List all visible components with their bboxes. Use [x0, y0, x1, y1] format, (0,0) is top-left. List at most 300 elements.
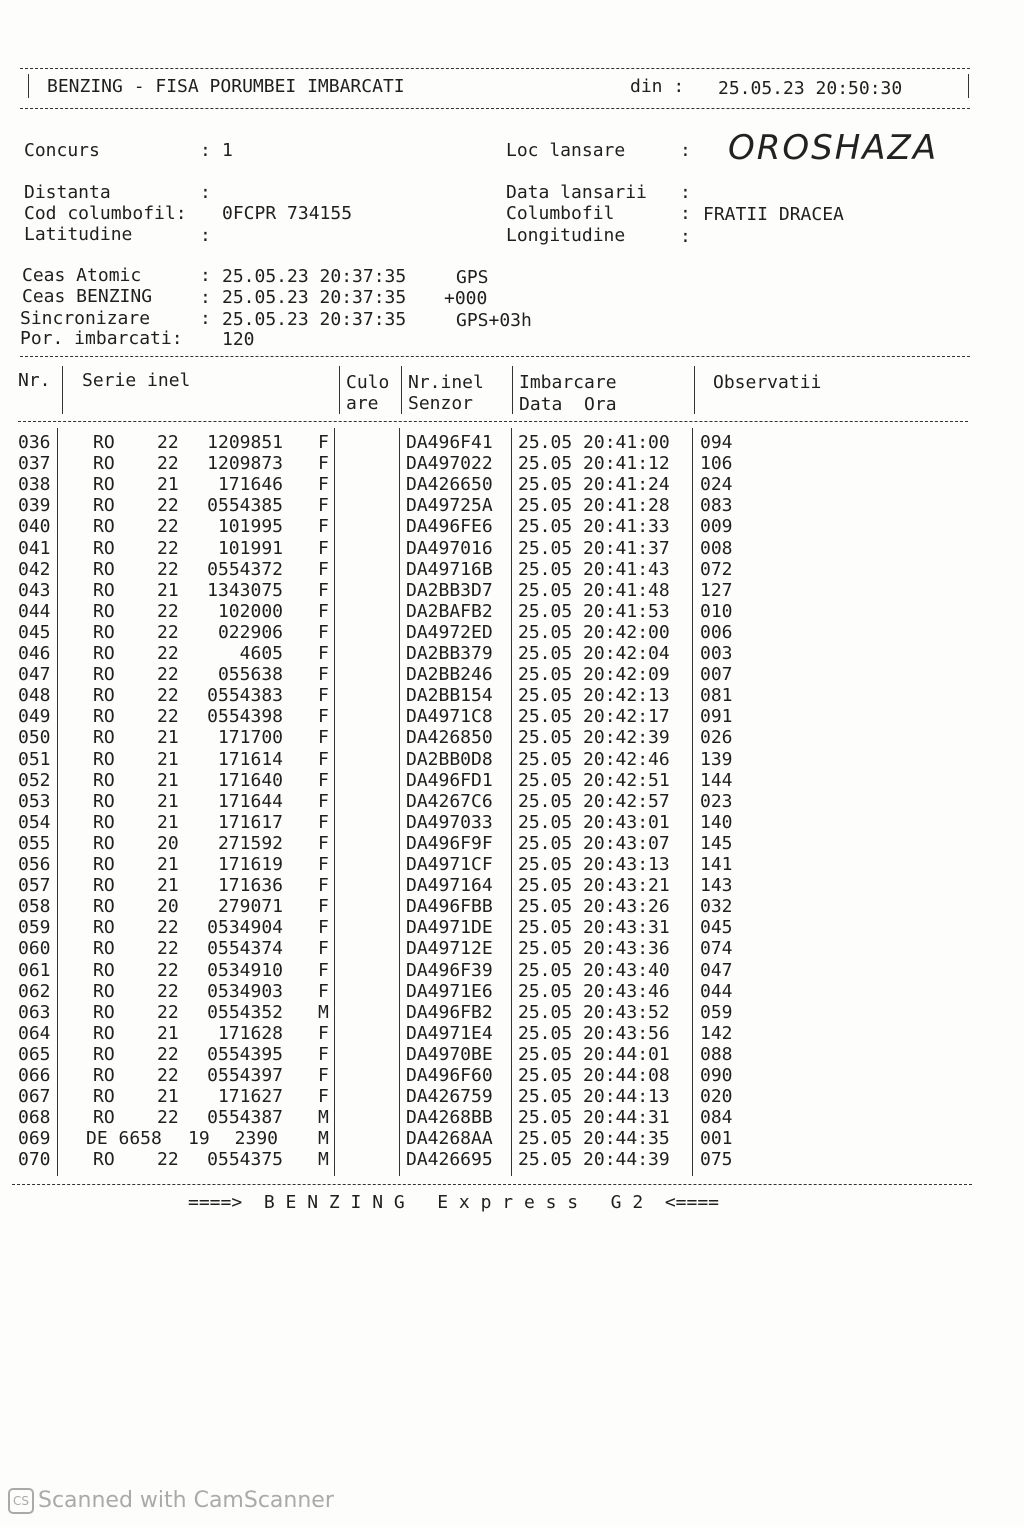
row-year: 22 [157, 706, 179, 728]
row-ring-number: 271592 [217, 832, 283, 854]
row-datetime: 25.05 20:44:01 [518, 1043, 670, 1065]
row-observatii: 010 [700, 600, 733, 622]
col-header-senzor-1: Nr.inel [408, 372, 484, 393]
row-datetime: 25.05 20:43:07 [518, 832, 670, 854]
row-sex: M [318, 1149, 329, 1171]
row-year: 21 [157, 1086, 179, 1108]
row-sensor: DA426695 [406, 1149, 493, 1171]
row-year: 22 [157, 1107, 179, 1129]
cod-columbofil-label: Cod columbofil: [24, 203, 187, 224]
row-nr: 047 [18, 664, 51, 686]
footer-banner: ====> B E N Z I N G E x p r e s s G 2 <==== [188, 1192, 720, 1213]
row-sensor: DA49716B [406, 558, 493, 580]
row-datetime: 25.05 20:42:04 [518, 643, 670, 664]
row-sex: F [318, 621, 329, 643]
columbofil-label: Columbofil [506, 203, 615, 224]
row-year: 22 [157, 1001, 179, 1023]
sincronizare-note: GPS+03h [456, 310, 532, 331]
row-sex: M [318, 1107, 329, 1129]
row-observatii: 032 [700, 896, 733, 918]
concurs-value: 1 [222, 140, 233, 161]
row-nr: 069 [18, 1128, 51, 1150]
row-sensor: DA4971E6 [406, 980, 493, 1002]
row-datetime: 25.05 20:43:40 [518, 959, 670, 981]
longitudine-colon: : [680, 226, 691, 247]
row-sex: F [318, 600, 329, 622]
row-ring-number: 1209873 [207, 453, 283, 475]
row-ring-number: 101995 [217, 516, 283, 538]
columbofil-value: FRATII DRACEA [703, 204, 844, 225]
row-sex: M [318, 1128, 329, 1150]
row-ring-number: 171619 [217, 854, 283, 875]
row-country: RO [93, 579, 115, 601]
latitudine-colon: : [200, 225, 211, 246]
col-separator-4 [512, 366, 513, 414]
document-title: BENZING - FISA PORUMBEI IMBARCATI [47, 76, 405, 97]
row-ring-number: 0554395 [207, 1043, 283, 1065]
row-sex: F [318, 748, 329, 770]
row-year: 22 [157, 1149, 179, 1171]
row-country: RO [93, 832, 115, 854]
row-observatii: 081 [700, 685, 733, 707]
row-sex: F [318, 769, 329, 791]
col-header-observatii: Observatii [713, 372, 822, 393]
row-ring-number: 171627 [217, 1086, 283, 1108]
row-sex: F [318, 474, 329, 496]
row-sensor: DA4971C8 [406, 706, 493, 728]
row-sex: F [318, 959, 329, 981]
row-sensor: DA497033 [406, 811, 493, 833]
row-country: RO [93, 621, 115, 643]
row-nr: 065 [18, 1043, 51, 1065]
row-ring-number: 0554397 [207, 1065, 283, 1086]
row-datetime: 25.05 20:44:13 [518, 1086, 670, 1108]
por-imbarcati-label: Por. imbarcati: [20, 328, 183, 349]
row-observatii: 127 [700, 579, 733, 601]
row-ring-number: 279071 [217, 896, 283, 918]
row-observatii: 074 [700, 938, 733, 960]
din-label: din : [630, 76, 685, 97]
row-datetime: 25.05 20:43:01 [518, 811, 670, 833]
row-observatii: 045 [700, 917, 733, 939]
col-header-nr: Nr. [18, 370, 51, 391]
row-observatii: 106 [700, 453, 733, 475]
row-year: 21 [157, 769, 179, 791]
row-datetime: 25.05 20:44:35 [518, 1128, 670, 1150]
row-nr: 048 [18, 685, 51, 707]
row-nr: 062 [18, 980, 51, 1002]
row-sex: F [318, 432, 329, 453]
body-separator-3 [399, 428, 400, 1176]
row-sex: F [318, 664, 329, 686]
row-observatii: 007 [700, 664, 733, 686]
row-sensor: DA4268BB [406, 1107, 493, 1129]
header-right-bar [968, 74, 969, 98]
col-header-serie: Serie inel [82, 370, 191, 391]
row-datetime: 25.05 20:43:46 [518, 980, 670, 1002]
body-separator-5 [692, 428, 693, 1176]
row-year: 21 [157, 790, 179, 812]
row-sex: F [318, 558, 329, 580]
row-sensor: DA49712E [406, 938, 493, 960]
row-country: RO [93, 811, 115, 833]
row-ring-number: 0534904 [207, 917, 283, 939]
row-observatii: 047 [700, 959, 733, 981]
row-datetime: 25.05 20:42:46 [518, 748, 670, 770]
row-country: RO [93, 727, 115, 749]
row-nr: 064 [18, 1022, 51, 1044]
row-datetime: 25.05 20:41:24 [518, 474, 670, 496]
table-top-rule [20, 356, 970, 357]
row-year: 22 [157, 453, 179, 475]
row-ring-number: 022906 [217, 621, 283, 643]
row-year: 22 [157, 685, 179, 707]
row-year: 21 [157, 579, 179, 601]
row-year: 22 [157, 959, 179, 981]
row-sensor: DA4972ED [406, 621, 493, 643]
row-sex: F [318, 727, 329, 749]
row-observatii: 009 [700, 516, 733, 538]
row-nr: 050 [18, 727, 51, 749]
row-observatii: 026 [700, 727, 733, 749]
row-year: 19 [188, 1128, 210, 1150]
ceas-atomic-label: Ceas Atomic [22, 265, 142, 286]
row-sensor: DA2BB3D7 [406, 579, 493, 601]
row-sex: F [318, 1065, 329, 1086]
row-datetime: 25.05 20:41:43 [518, 558, 670, 580]
row-datetime: 25.05 20:43:36 [518, 938, 670, 960]
row-nr: 043 [18, 579, 51, 601]
row-country: RO [93, 1149, 115, 1171]
row-nr: 051 [18, 748, 51, 770]
col-separator-3 [401, 366, 402, 414]
row-country: DE 6658 [86, 1128, 162, 1150]
row-ring-number: 0554385 [207, 495, 283, 517]
col-header-imbarcare-2: Data Ora [519, 394, 617, 415]
row-ring-number: 0554375 [207, 1149, 283, 1171]
row-year: 22 [157, 643, 179, 664]
loc-lansare-handwritten: OROSHAZA [728, 128, 939, 168]
body-separator-2 [334, 428, 335, 1176]
row-sensor: DA496F41 [406, 432, 493, 453]
row-sensor: DA426759 [406, 1086, 493, 1108]
row-datetime: 25.05 20:42:51 [518, 769, 670, 791]
row-datetime: 25.05 20:43:26 [518, 896, 670, 918]
body-separator-4 [511, 428, 512, 1176]
row-country: RO [93, 980, 115, 1002]
row-year: 22 [157, 432, 179, 453]
row-year: 22 [157, 1065, 179, 1086]
row-nr: 039 [18, 495, 51, 517]
row-ring-number: 171617 [217, 811, 283, 833]
row-sensor: DA496F9F [406, 832, 493, 854]
row-sensor: DA426850 [406, 727, 493, 749]
row-country: RO [93, 643, 115, 664]
row-ring-number: 0534910 [207, 959, 283, 981]
row-nr: 058 [18, 896, 51, 918]
sincronizare-value: 25.05.23 20:37:35 [222, 309, 407, 330]
row-country: RO [93, 938, 115, 960]
row-datetime: 25.05 20:41:33 [518, 516, 670, 538]
row-observatii: 142 [700, 1022, 733, 1044]
row-sensor: DA2BB246 [406, 664, 493, 686]
row-sensor: DA2BAFB2 [406, 600, 493, 622]
row-country: RO [93, 516, 115, 538]
row-country: RO [93, 896, 115, 918]
row-country: RO [93, 1022, 115, 1044]
row-nr: 068 [18, 1107, 51, 1129]
row-sex: F [318, 685, 329, 707]
row-ring-number: 171628 [217, 1022, 283, 1044]
row-country: RO [93, 432, 115, 453]
row-observatii: 144 [700, 769, 733, 791]
header-left-bar [28, 74, 29, 98]
row-year: 21 [157, 748, 179, 770]
row-observatii: 001 [700, 1128, 733, 1150]
row-sex: F [318, 875, 329, 897]
row-sensor: DA4971CF [406, 854, 493, 875]
col-header-culoare-2: are [346, 393, 379, 414]
row-nr: 049 [18, 706, 51, 728]
row-sensor: DA496FBB [406, 896, 493, 918]
row-observatii: 094 [700, 432, 733, 453]
row-sex: F [318, 917, 329, 939]
row-sex: F [318, 1086, 329, 1108]
row-nr: 057 [18, 875, 51, 897]
row-nr: 070 [18, 1149, 51, 1171]
cod-columbofil-value: 0FCPR 734155 [222, 203, 353, 224]
row-country: RO [93, 706, 115, 728]
row-country: RO [93, 769, 115, 791]
por-imbarcati-value: 120 [222, 329, 255, 350]
loc-lansare-colon: : [680, 140, 691, 161]
row-observatii: 006 [700, 621, 733, 643]
row-observatii: 084 [700, 1107, 733, 1129]
row-ring-number: 1209851 [207, 432, 283, 453]
row-nr: 067 [18, 1086, 51, 1108]
row-observatii: 059 [700, 1001, 733, 1023]
row-country: RO [93, 1043, 115, 1065]
loc-lansare-label: Loc lansare [506, 140, 626, 161]
row-datetime: 25.05 20:42:57 [518, 790, 670, 812]
row-sex: F [318, 896, 329, 918]
row-sex: M [318, 1001, 329, 1023]
row-observatii: 008 [700, 537, 733, 559]
row-nr: 055 [18, 832, 51, 854]
data-lansarii-colon: : [680, 182, 691, 203]
row-nr: 060 [18, 938, 51, 960]
row-observatii: 143 [700, 875, 733, 897]
table-bottom-rule [12, 1184, 972, 1185]
row-year: 21 [157, 811, 179, 833]
row-year: 21 [157, 474, 179, 496]
row-sex: F [318, 1022, 329, 1044]
col-header-imbarcare-1: Imbarcare [519, 372, 617, 393]
row-sensor: DA497022 [406, 453, 493, 475]
row-nr: 053 [18, 790, 51, 812]
row-country: RO [93, 474, 115, 496]
row-year: 21 [157, 1022, 179, 1044]
columbofil-colon: : [680, 203, 691, 224]
row-country: RO [93, 453, 115, 475]
row-observatii: 145 [700, 832, 733, 854]
row-nr: 042 [18, 558, 51, 580]
row-year: 22 [157, 495, 179, 517]
ceas-atomic-note: GPS [456, 267, 489, 288]
row-datetime: 25.05 20:42:39 [518, 727, 670, 749]
row-datetime: 25.05 20:41:00 [518, 432, 670, 453]
camscanner-logo-icon: CS [8, 1488, 34, 1514]
row-datetime: 25.05 20:42:13 [518, 685, 670, 707]
row-nr: 036 [18, 432, 51, 453]
row-country: RO [93, 1086, 115, 1108]
row-datetime: 25.05 20:41:28 [518, 495, 670, 517]
row-year: 22 [157, 621, 179, 643]
row-observatii: 024 [700, 474, 733, 496]
row-country: RO [93, 917, 115, 939]
row-sensor: DA496FE6 [406, 516, 493, 538]
longitudine-label: Longitudine [506, 225, 626, 246]
row-country: RO [93, 495, 115, 517]
row-ring-number: 0554374 [207, 938, 283, 960]
row-observatii: 141 [700, 854, 733, 875]
row-sex: F [318, 706, 329, 728]
row-observatii: 083 [700, 495, 733, 517]
ceas-atomic-colon: : [200, 265, 211, 286]
row-ring-number: 0554383 [207, 685, 283, 707]
row-observatii: 088 [700, 1043, 733, 1065]
row-datetime: 25.05 20:41:37 [518, 537, 670, 559]
row-sex: F [318, 854, 329, 875]
row-sex: F [318, 579, 329, 601]
row-datetime: 25.05 20:44:39 [518, 1149, 670, 1171]
row-observatii: 020 [700, 1086, 733, 1108]
row-sex: F [318, 1043, 329, 1065]
row-country: RO [93, 1001, 115, 1023]
row-ring-number: 171700 [217, 727, 283, 749]
row-sensor: DA496FD1 [406, 769, 493, 791]
row-year: 22 [157, 938, 179, 960]
row-datetime: 25.05 20:42:00 [518, 621, 670, 643]
row-observatii: 075 [700, 1149, 733, 1171]
row-ring-number: 4605 [239, 643, 283, 664]
row-nr: 066 [18, 1065, 51, 1086]
distanta-label: Distanta [24, 182, 111, 203]
row-year: 21 [157, 875, 179, 897]
row-observatii: 140 [700, 811, 733, 833]
row-nr: 037 [18, 453, 51, 475]
row-nr: 054 [18, 811, 51, 833]
row-sensor: DA2BB154 [406, 685, 493, 707]
sincronizare-colon: : [200, 308, 211, 329]
row-datetime: 25.05 20:41:53 [518, 600, 670, 622]
row-nr: 040 [18, 516, 51, 538]
row-year: 20 [157, 832, 179, 854]
row-sensor: DA4970BE [406, 1043, 493, 1065]
row-country: RO [93, 790, 115, 812]
row-ring-number: 055638 [217, 664, 283, 686]
row-nr: 063 [18, 1001, 51, 1023]
row-ring-number: 171640 [217, 769, 283, 791]
row-year: 22 [157, 1043, 179, 1065]
row-sensor: DA4267C6 [406, 790, 493, 812]
row-observatii: 044 [700, 980, 733, 1002]
din-value: 25.05.23 20:50:30 [718, 78, 903, 99]
row-nr: 038 [18, 474, 51, 496]
row-sensor: DA496F60 [406, 1065, 493, 1086]
col-separator-2 [339, 366, 340, 414]
row-nr: 056 [18, 854, 51, 875]
row-sensor: DA426650 [406, 474, 493, 496]
row-year: 20 [157, 896, 179, 918]
row-observatii: 072 [700, 558, 733, 580]
row-country: RO [93, 959, 115, 981]
distanta-colon: : [200, 182, 211, 203]
row-year: 21 [157, 854, 179, 875]
row-ring-number: 0554372 [207, 558, 283, 580]
row-sex: F [318, 980, 329, 1002]
row-datetime: 25.05 20:41:12 [518, 453, 670, 475]
ceas-benzing-label: Ceas BENZING [22, 286, 153, 307]
row-sex: F [318, 453, 329, 475]
row-ring-number: 171644 [217, 790, 283, 812]
row-country: RO [93, 537, 115, 559]
row-nr: 046 [18, 643, 51, 664]
row-ring-number: 0554398 [207, 706, 283, 728]
row-sensor: DA4971DE [406, 917, 493, 939]
camscanner-watermark [8, 1488, 334, 1514]
ceas-benzing-colon: : [200, 287, 211, 308]
latitudine-label: Latitudine [24, 224, 133, 245]
row-observatii: 139 [700, 748, 733, 770]
row-year: 22 [157, 516, 179, 538]
data-lansarii-label: Data lansarii [506, 182, 647, 203]
row-country: RO [93, 664, 115, 686]
row-country: RO [93, 854, 115, 875]
row-nr: 045 [18, 621, 51, 643]
row-sex: F [318, 516, 329, 538]
ceas-benzing-value: 25.05.23 20:37:35 [222, 287, 407, 308]
col-header-culoare-1: Culo [346, 372, 390, 393]
row-country: RO [93, 558, 115, 580]
row-datetime: 25.05 20:43:21 [518, 875, 670, 897]
row-sensor: DA496FB2 [406, 1001, 493, 1023]
row-sensor: DA2BB0D8 [406, 748, 493, 770]
row-year: 22 [157, 917, 179, 939]
sincronizare-label: Sincronizare [20, 308, 151, 329]
camscanner-text: Scanned with CamScanner [38, 1488, 334, 1513]
row-country: RO [93, 1107, 115, 1129]
row-sex: F [318, 811, 329, 833]
row-datetime: 25.05 20:41:48 [518, 579, 670, 601]
table-header-rule [18, 421, 968, 422]
row-country: RO [93, 875, 115, 897]
row-sex: F [318, 495, 329, 517]
row-country: RO [93, 600, 115, 622]
row-year: 22 [157, 558, 179, 580]
row-sex: F [318, 832, 329, 854]
row-sensor: DA497016 [406, 537, 493, 559]
row-nr: 059 [18, 917, 51, 939]
row-sensor: DA4268AA [406, 1128, 493, 1150]
row-sex: F [318, 938, 329, 960]
row-observatii: 090 [700, 1065, 733, 1086]
row-ring-number: 171636 [217, 875, 283, 897]
concurs-colon: : [200, 140, 211, 161]
row-sex: F [318, 537, 329, 559]
row-ring-number: 2390 [234, 1128, 278, 1150]
header-bottom-rule [20, 108, 970, 109]
